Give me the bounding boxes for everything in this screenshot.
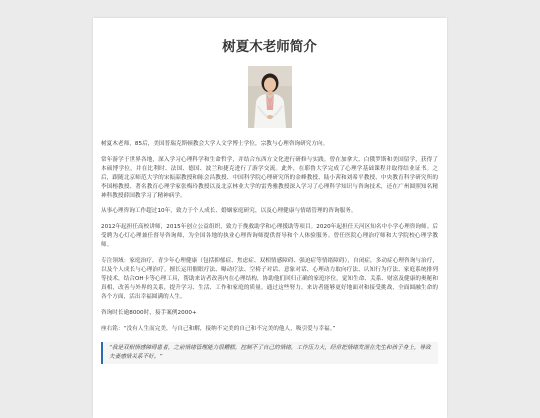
page-title: 树夏木老师简介: [222, 39, 317, 55]
portrait-illustration: [248, 66, 292, 128]
career-paragraph: 2012年起担任高校讲师，2015年创立公益组织，致力于挽救助学和心理援助等项目。2020年起担任天河区知名中小学心理咨询师。后受聘为心灯心理兼任督导咨询师，为全国各地的执业心理咨询师提供督导和个人体验服务。曾任医院心理治疗师和大学院校心理学教师。: [101, 224, 438, 249]
article-card: [93, 18, 447, 418]
education-paragraph: 常年游学于世界各地，深入学习心理科学和生命哲学，并结合东西方文化进行研修与实践。曾在加拿大、白俄罗斯和美国留学，获得了本硕博学位，并在比利时、法国、德国、波兰和捷克进行了游学交流。此外，在耶鲁大学完成了心理学基础课程并取得结业证书。之后，跟随北京师范大学的宋振韶教授和陈会昌教授、中国科学院心理研究所的金峰教授、陆小茜和刘希平教授、中央教育科学研究所的李国榕教授、著名教育心理学家张梅玲教授以及北京林业大学的雷秀雅教授深入学习了心理科学知识与咨询技术，还在广州圆照知名精神科教授薛国教学习了精神病学。: [101, 156, 438, 199]
article-body: [101, 140, 438, 364]
teacher-portrait-photo: [248, 66, 292, 128]
focus-areas-paragraph: 专注领域：家庭治疗，青少年心理健康（包括抑郁症、焦虑症、双相情感障碍、强迫症等情绪障碍），自闭症，多动症心理咨询与治疗，以及个人成长与心理治疗。擅长运用催眠疗法、曝动疗法、空椅子对话、意象对话、心理动力取向疗法、认知行为疗法、家庭系统排列等技术，结合OH卡等心理工具，帮助来访者改善内在心理结构，协助他们回归正确的家庭序位，觉知生命、关系、财富及健康的奥秘和真相，改善与外界的关系，提升学习、生活、工作和家庭的质量。通过这些努力，来访者能够更好地面对和接受挑战，全面圆融生命的各个方面，活出幸福圆满的人生。: [101, 258, 438, 300]
portrait-container: [101, 66, 438, 128]
motto-paragraph: 座右铭：“没有人生而完美，与自己和解，接纳不完美的自己和不完美的他人，吸引爱与幸福。”: [101, 325, 336, 332]
experience-paragraph: 从事心理咨询工作超过10年，致力于个人成长、婚姻家庭研究，以及心理健康与情绪管理的咨询服务。: [101, 208, 357, 215]
testimonial-quote: “我是双相情感障碍患者，之前情绪管理能力很糟糕，控制不了自己的情绪，工作压力大，经常把情绪发泄在先生和孩子身上，导致夫妻感情关系不好。”: [101, 342, 438, 364]
intro-paragraph: 树夏木老师，85后，美国普瑞克斯顿教会大学人文学博士学位，宗教与心理咨询研究方向。: [101, 141, 329, 147]
consulting-hours-paragraph: 咨询时长逾8000时，接手案例2000+: [101, 309, 197, 316]
